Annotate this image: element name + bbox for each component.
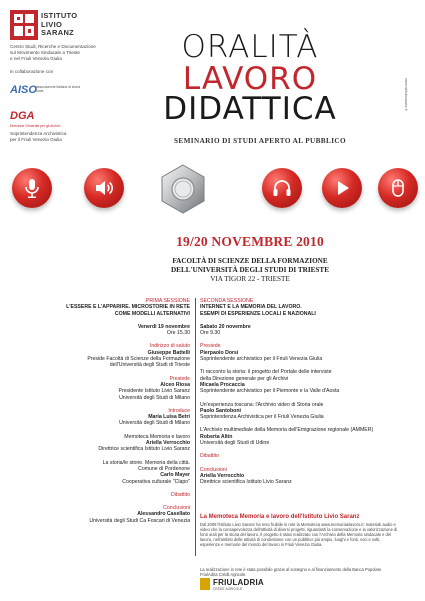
debate-label: Dibattito bbox=[170, 491, 190, 498]
session-theme-cont: ESEMPI DI ESPERIENZE LOCALI E NAZIONALI bbox=[200, 310, 316, 317]
talk-title: La storia/le storie. Memoria della città. bbox=[102, 459, 190, 466]
aiso-logo: AISO bbox=[10, 84, 37, 96]
talk-title-cont: Comune di Pordenone bbox=[138, 465, 190, 472]
seminar-subtitle: SEMINARIO DI STUDI APERTO AL PUBBLICO bbox=[174, 137, 346, 145]
dga-description: Direzione Generale per gli Archivi bbox=[10, 124, 61, 128]
speaker-role: Università degli Studi Ca Foscari di Venezia bbox=[89, 517, 190, 524]
role-label: Introduce bbox=[168, 407, 190, 414]
institute-description: Centro Studi, Ricerche e Documentazione sul Movimento Sindacale a Trieste e nel Friuli Venezia Giulia bbox=[10, 44, 96, 61]
session-time: Ore 9.30 bbox=[200, 330, 221, 337]
mouse-icon bbox=[378, 168, 418, 208]
vertical-url: www.istitutosaranz.it bbox=[404, 78, 408, 111]
event-date: 19/20 NOVEMBRE 2010 bbox=[176, 234, 324, 249]
role-label: Conclusioni bbox=[163, 505, 190, 512]
speaker-role: Università degli Studi di Milano bbox=[119, 420, 190, 427]
title-line-1: ORALITÀ bbox=[181, 29, 319, 65]
icon-row bbox=[6, 160, 419, 224]
speaker-name: Micaela Procaccia bbox=[200, 381, 245, 388]
role-label: Indirizzo di saluto bbox=[149, 343, 190, 350]
role-label: Presiede bbox=[169, 375, 190, 382]
talk-title: Un'esperienza toscana: l'Archivio video di Storia orale bbox=[200, 401, 324, 408]
role-label: Conclusioni bbox=[200, 466, 227, 473]
speaker-role: Università degli Studi di Udine bbox=[200, 440, 270, 447]
debate-label: Dibattito bbox=[200, 453, 220, 460]
speaker-name: Alceo Riosa bbox=[160, 381, 190, 388]
soprintendenza-label: Soprintendenza Archivistica per il Friuli Venezia Giulia bbox=[10, 131, 67, 142]
session-day: Sabato 20 novembre bbox=[200, 323, 251, 330]
memoteca-title: La Memoteca Memoria e lavoro dell'Istituto Livio Saranz bbox=[200, 514, 360, 520]
collaboration-label: in collaborazione con bbox=[10, 69, 54, 74]
headphones-icon bbox=[262, 168, 302, 208]
speaker-name: Roberta Altin bbox=[200, 433, 233, 440]
sponsor-name: FRIULADRIA bbox=[213, 578, 264, 587]
title-line-2: LAVORO bbox=[182, 61, 318, 97]
session-theme: INTERNET E LA MEMORIA DEL LAVORO. bbox=[200, 304, 302, 311]
dga-logo: DGA bbox=[10, 110, 35, 122]
talk-title: L'Archivio multimediale della Memoria dell'Emigrazione regionale (AMMER) bbox=[200, 427, 374, 434]
event-address: VIA TIGOR 22 - TRIESTE bbox=[210, 275, 290, 283]
speaker-role: Soprintendente archivistico per il Friuli Venezia Giulia bbox=[200, 356, 323, 363]
session-theme-cont: COME MODELLI ALTERNATIVI bbox=[114, 310, 190, 317]
speaker-role: Soprintendente archivistico per il Piemonte e la Valle d'Aosta bbox=[200, 388, 340, 395]
session-day: Venerdì 19 novembre bbox=[137, 323, 190, 330]
speaker-name: Maria Luisa Betri bbox=[148, 414, 190, 421]
memoteca-description: Dal 2009 l'Istituto Livio Saranz ha reso fruibile in rete la Memoteca www.memoriaelavoro.it: materiali audio e video che la consapevolezza dell'attività di diversi progetti, riguardanti la conservazione e la valorizzazione di fonti orali per la storia del lavoro. Il progetto è stato realizzato con l'Archivio della Memoria sindacale e del lavoro, nell'ambito delle attività di condivisione con un pubblico più ampio, luoghi e fonti, voci e volti, esperienze e memorie del mondo del lavoro in Friuli Venezia Giulia. bbox=[200, 522, 398, 547]
play-icon bbox=[322, 168, 362, 208]
event-venue-line-2: DELL'UNIVERSITÀ DEGLI STUDI DI TRIESTE bbox=[170, 266, 330, 274]
second-session-column bbox=[200, 298, 400, 486]
speaker-name: Carlo Mayer bbox=[160, 472, 190, 479]
speaker-role: Presidente Istituto Livio Saranz bbox=[118, 388, 190, 395]
speaker-name: Giuseppe Battelli bbox=[147, 349, 190, 356]
column-divider bbox=[195, 298, 196, 556]
speaker-name: Paolo Santoboni bbox=[200, 407, 241, 414]
session-label: SECONDA SESSIONE bbox=[200, 298, 254, 304]
friuladria-mark bbox=[200, 578, 210, 590]
speaker-name: Ariella Verrocchio bbox=[145, 440, 190, 447]
speaker-role: Preside Facoltà di Scienze della Formazione bbox=[87, 356, 190, 363]
speaker-role: Direttrice scientifica Istituto Livio Saranz bbox=[98, 446, 190, 453]
nut-icon bbox=[156, 162, 210, 216]
session-theme: L'ESSERE E L'APPARIRE. MICROSTORIE IN RETE bbox=[66, 304, 190, 311]
talk-title-cont: della Direzione generale per gli Archivi bbox=[200, 375, 289, 382]
speaker-role: dell'Università degli Studi di Trieste bbox=[109, 362, 190, 369]
event-venue-line-1: FACOLTÀ DI SCIENZE DELLA FORMAZIONE bbox=[172, 257, 328, 265]
speaker-role: Università degli Studi di Milano bbox=[119, 394, 190, 401]
speaker-role: Direttrice scientifica Istituto Livio Saranz bbox=[200, 479, 292, 486]
role-label: Presiede bbox=[200, 343, 221, 350]
sponsor-note: La realizzazione in rete è stata possibile grazie al sostegno e al finanziamento della Banca Popolare FriulAdria Crédit Agricole. bbox=[200, 567, 382, 577]
saranz-logo bbox=[10, 10, 38, 40]
aiso-description: associazione italiana di storia orale bbox=[36, 85, 81, 93]
first-session-column bbox=[56, 298, 190, 524]
session-label: PRIMA SESSIONE bbox=[145, 298, 190, 304]
institute-name: ISTITUTO LIVIO SARANZ bbox=[41, 11, 78, 38]
speaker-name: Pierpaolo Dorsi bbox=[200, 349, 239, 356]
speaker-icon bbox=[84, 168, 124, 208]
speaker-role: Cooperativa culturale "Clapo" bbox=[122, 478, 190, 485]
title-line-3: DIDATTICA bbox=[163, 91, 337, 127]
talk-title: Memoteca Memoria e lavoro bbox=[124, 433, 190, 440]
sponsor-subtitle: CRÉDIT AGRICOLE bbox=[213, 587, 242, 591]
microphone-icon bbox=[12, 168, 52, 208]
talk-title: Ti racconto la storia: il progetto del Portale delle interviste bbox=[200, 369, 332, 376]
speaker-name: Ariella Verrocchio bbox=[200, 472, 245, 479]
session-time: Ore 15.30 bbox=[166, 330, 190, 337]
speaker-role: Soprintendenza Archivistica per il Friuli Venezia Giulia bbox=[200, 414, 324, 421]
speaker-name: Alessandro Casellato bbox=[137, 511, 190, 518]
